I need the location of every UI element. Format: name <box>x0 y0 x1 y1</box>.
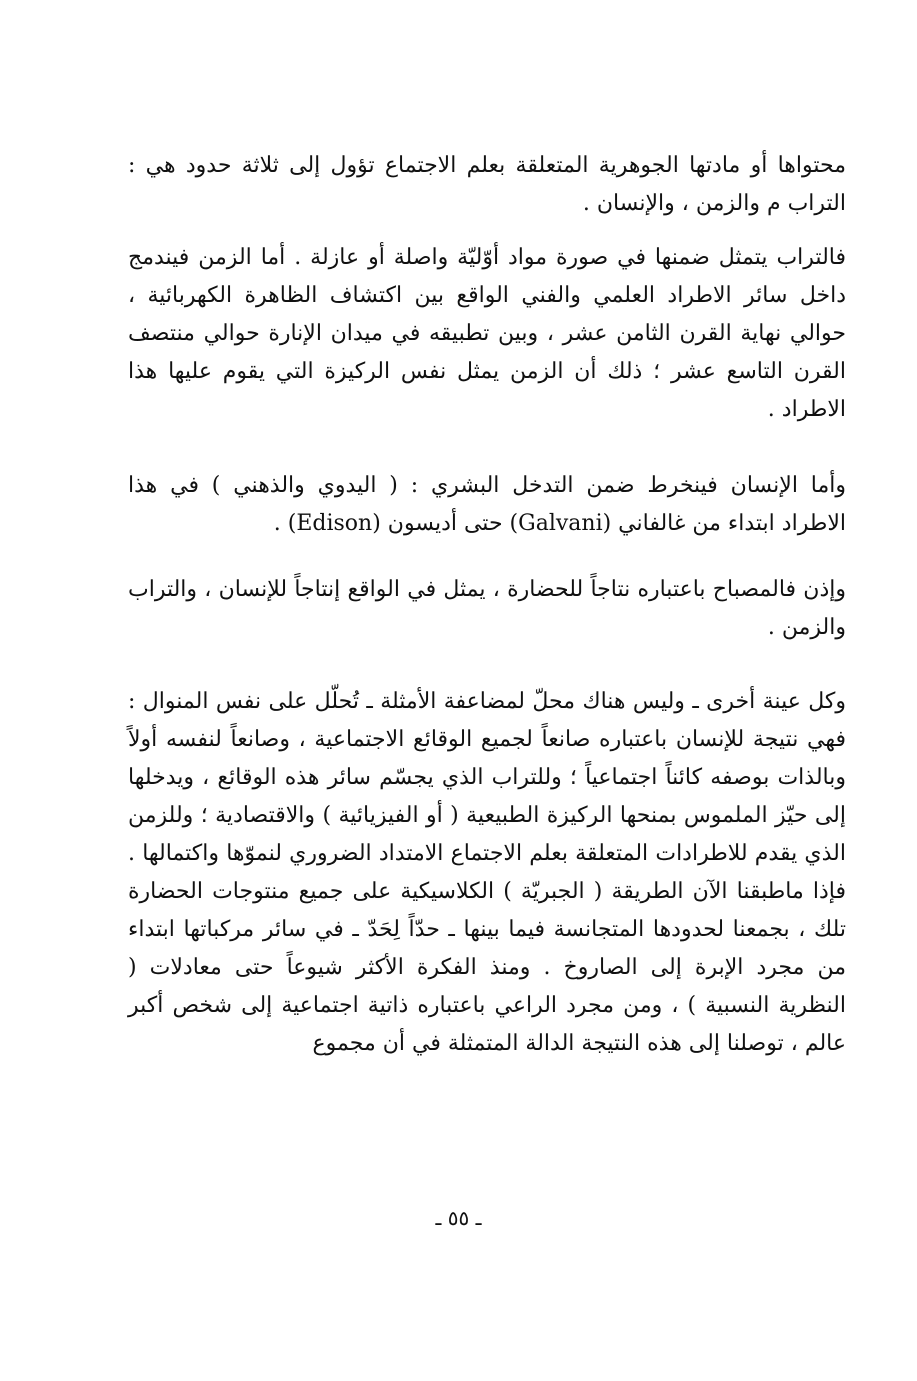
page-number: ـ ٥٥ ـ <box>435 1206 482 1230</box>
paragraph: فالتراب يتمثل ضمنها في صورة مواد أوّليّة واصلة أو عازلة . أما الزمن فيندمج داخل سائر الاطراد العلمي والفني الواقع بين اكتشاف الظاهرة الكهربائية ، حوالي نهاية القرن الثامن عشر ، وبين تطبيقه في ميدان الإنارة حوالي منتصف القرن التاسع عشر ؛ ذلك أن الزمن يمثل نفس الركيزة التي يقوم عليها هذا الاطراد . <box>128 245 846 422</box>
paragraph: محتواها أو مادتها الجوهرية المتعلقة بعلم الاجتماع تؤول إلى ثلاثة حدود هي : التراب م والزمن ، والإنسان . <box>128 153 846 216</box>
paragraph: وكل عينة أخرى ـ وليس هناك محلّ لمضاعفة الأمثلة ـ تُحلّل على نفس المنوال : فهي نتيجة للإنسان باعتباره صانعاً لجميع الوقائع الاجتماعية ، وصانعاً لنفسه أولاً وبالذات بوصفه كائناً اجتماعياً ؛ وللتراب الذي يجسّم سائر هذه الوقائع ، ويدخلها إلى حيّز الملموس بمنحها الركيزة الطبيعية ( أو الفيزيائية ) والاقتصادية ؛ وللزمن الذي يقدم للاطرادات المتعلقة بعلم الاجتماع الامتداد الضروري لنموّها واكتمالها . فإذا ماطبقنا الآن الطريقة ( الجبريّة ) الكلاسيكية على جميع منتوجات الحضارة تلك ، بجمعنا لحدودها المتجانسة فيما بينها ـ حدّاً لِحَدّ ـ في سائر مركباتها ابتداء من مجرد الإبرة إلى الصاروخ . ومنذ الفكرة الأكثر شيوعاً حتى معادلات ( النظرية النسبية ) ، ومن مجرد الراعي باعتباره ذاتية اجتماعية إلى شخص أكبر عالم ، توصلنا إلى هذه النتيجة الدالة المتمثلة في أن مجموع <box>128 689 846 1056</box>
paragraph: وأما الإنسان فينخرط ضمن التدخل البشري : ( اليدوي والذهني ) في هذا الاطراد ابتداء من غالفاني (Galvani) حتى أديسون (Edison) . <box>128 473 846 536</box>
body-text <box>128 147 846 1063</box>
paragraph: وإذن فالمصباح باعتباره نتاجاً للحضارة ، يمثل في الواقع إنتاجاً للإنسان ، والتراب والزمن . <box>128 577 846 640</box>
